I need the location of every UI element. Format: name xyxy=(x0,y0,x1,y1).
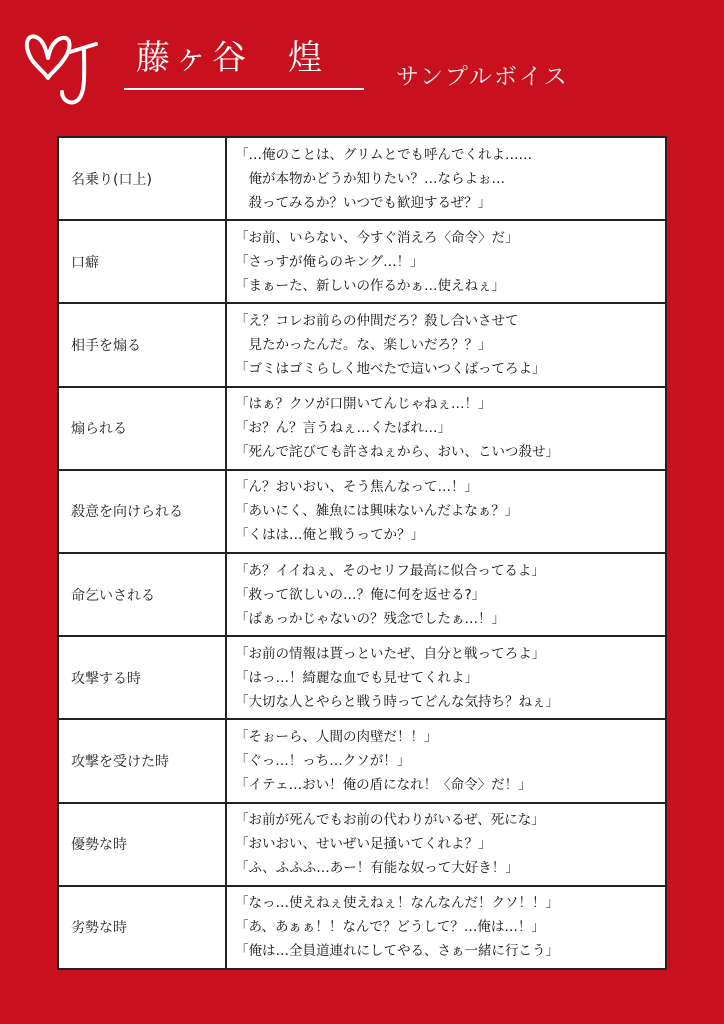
voice-line: 「はっ…！綺麗な血でも見せてくれよ」 xyxy=(235,669,478,686)
category-label: 名乗り(口上) xyxy=(59,138,227,219)
table-row xyxy=(59,637,665,720)
voice-line: 「おいおい、せいぜい足掻いてくれよ？」 xyxy=(235,836,492,853)
voice-line: 「さっすが俺らのキング…！」 xyxy=(235,253,424,270)
line-group xyxy=(227,554,665,635)
voice-line: 「死んで詫びても許さねぇから、おい、こいつ殺せ」 xyxy=(235,444,559,461)
category-label: 劣勢な時 xyxy=(59,887,227,968)
voice-line: 「まぁーた、新しいの作るかぁ…使えねぇ」 xyxy=(235,277,505,294)
voice-line: 「お前が死んでもお前の代わりがいるぜ、死にな」 xyxy=(235,812,545,829)
voice-line: 「あ？イイねぇ、そのセリフ最高に似合ってるよ」 xyxy=(235,562,545,579)
voice-line: 「え？コレお前らの仲間だろ？殺し合いさせて xyxy=(235,313,519,329)
voice-line: 「イテェ…おい！俺の盾になれ！〈命令〉だ！」 xyxy=(235,777,532,794)
voice-line: 「ばぁっかじゃないの？残念でしたぁ…！」 xyxy=(235,610,505,627)
voice-line: 「大切な人とやらと戦う時ってどんな気持ち？ねぇ」 xyxy=(235,693,559,710)
line-group xyxy=(227,804,665,885)
line-group xyxy=(227,304,665,385)
line-group xyxy=(227,887,665,968)
voice-line: 「お？ん？言うねぇ…くたばれ…」 xyxy=(235,420,451,437)
table-row xyxy=(59,720,665,803)
line-group xyxy=(227,388,665,469)
table-row xyxy=(59,804,665,887)
table-row xyxy=(59,304,665,387)
table-row xyxy=(59,138,665,221)
voice-line: 「くはは…俺と戦うってか？」 xyxy=(235,527,424,544)
category-label: 優勢な時 xyxy=(59,804,227,885)
voice-line: 「お前の情報は貰っといたぜ、自分と戦ってろよ」 xyxy=(235,645,546,662)
title-underline xyxy=(124,88,364,90)
voice-line: 「あいにく、雑魚には興味ないんだよなぁ？」 xyxy=(235,503,519,520)
voice-line: 「お前、いらない、今すぐ消えろ〈命令〉だ」 xyxy=(235,229,519,246)
category-label: 命乞いされる xyxy=(59,554,227,635)
voice-line: 「俺は…全員道連れにしてやる、さぁ一緒に行こう」 xyxy=(235,943,559,960)
voice-line: 「はぁ？クソが口開いてんじゃねぇ…！」 xyxy=(235,396,492,413)
voice-line: 殺ってみるか？いつでも歓迎するぜ？」 xyxy=(235,194,492,211)
voice-line: 見たかったんだ。な、楽しいだろ？？」 xyxy=(235,337,492,353)
line-group xyxy=(227,221,665,302)
table-row xyxy=(59,388,665,471)
table-row xyxy=(59,471,665,554)
category-label: 殺意を向けられる xyxy=(59,471,227,552)
category-label: 攻撃する時 xyxy=(59,637,227,718)
character-name: 藤ヶ谷 煌 xyxy=(136,38,326,78)
voice-line: 「救って欲しいの…？俺に何を返せる?」 xyxy=(235,586,486,603)
table-row xyxy=(59,221,665,304)
voice-line: 「ゴミはゴミらしく地べたで這いつくばってろよ」 xyxy=(235,361,546,377)
line-group xyxy=(227,637,665,718)
category-label: 煽られる xyxy=(59,388,227,469)
voice-line: 「…俺のことは、グリムとでも呼んでくれよ…… xyxy=(235,146,532,163)
category-label: 口癖 xyxy=(59,221,227,302)
voice-line: 「あ、あぁぁ！！なんで？どうして？…俺は…！」 xyxy=(235,919,545,936)
table-row xyxy=(59,554,665,637)
voice-line: 「ふ、ふふふ…あー！有能な奴って大好き！」 xyxy=(235,860,519,877)
voice-line: 「ぐっ…！っち…クソが！」 xyxy=(235,753,411,770)
category-label: 攻撃を受けた時 xyxy=(59,720,227,801)
voice-line: 「そぉーら、人間の肉壁だ！！」 xyxy=(235,729,438,746)
category-label: 相手を煽る xyxy=(59,304,227,385)
line-group xyxy=(227,138,665,219)
mj-logo xyxy=(18,14,102,110)
line-group xyxy=(227,471,665,552)
table-row xyxy=(59,887,665,968)
voice-line: 俺が本物かどうか知りたい？…ならよぉ… xyxy=(235,170,505,187)
voice-table xyxy=(57,136,667,970)
voice-line: 「ん？おいおい、そう焦んなって…！」 xyxy=(235,479,478,496)
line-group xyxy=(227,720,665,801)
page-subtitle: サンプルボイス xyxy=(396,64,569,90)
voice-line: 「なっ…使えねぇ使えねぇ！なんなんだ！クソ！！」 xyxy=(235,895,559,912)
